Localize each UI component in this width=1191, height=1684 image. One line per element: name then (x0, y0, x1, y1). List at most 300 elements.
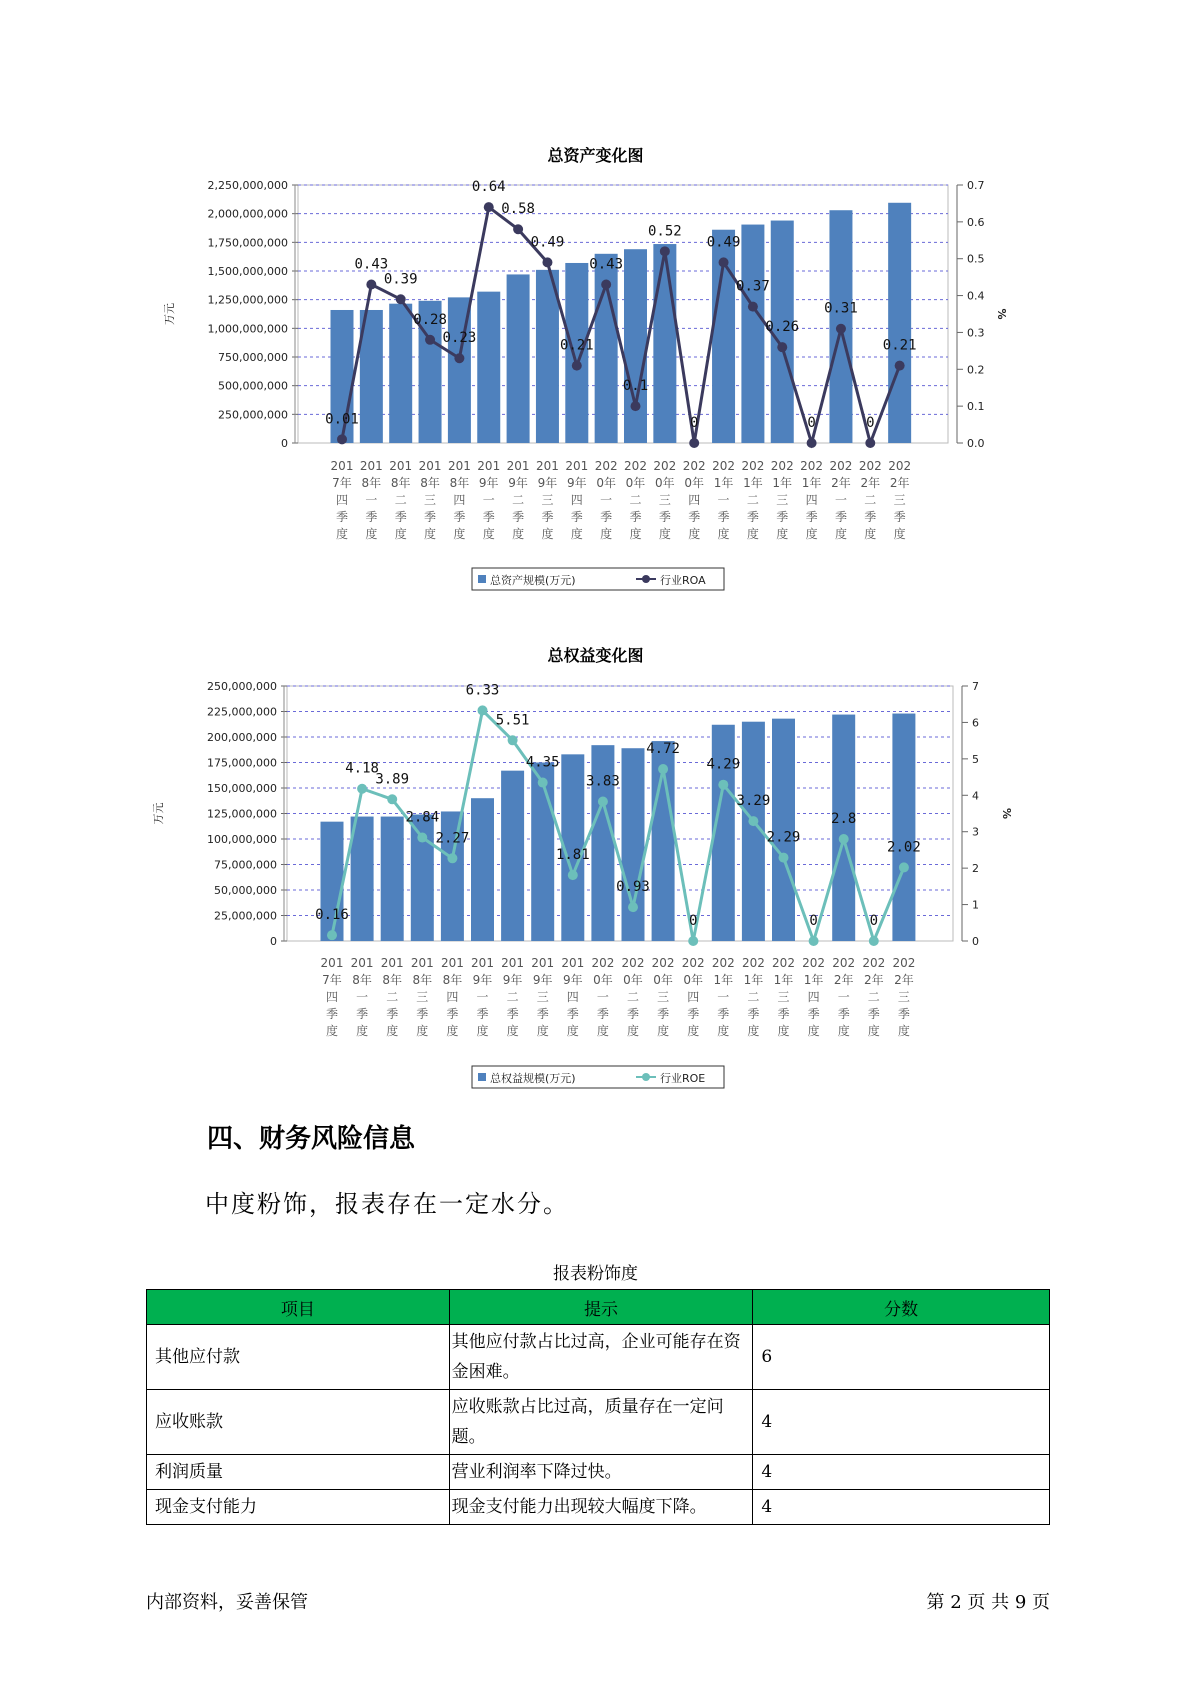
x-tick-label: 季 (837, 1007, 850, 1021)
x-tick-label: 季 (864, 510, 877, 524)
line-point (387, 794, 397, 804)
x-tick-label: 8年 (412, 973, 433, 987)
x-tick-label: 8年 (442, 973, 463, 987)
bar (501, 771, 524, 941)
x-tick-label: 度 (541, 527, 554, 541)
x-tick-label: 1年 (773, 973, 794, 987)
data-label: 0.58 (501, 201, 535, 218)
x-tick-label: 度 (394, 527, 407, 541)
x-tick-label: 季 (658, 510, 671, 524)
x-tick-label: 0年 (655, 476, 675, 490)
x-tick-label: 度 (566, 1024, 579, 1038)
left-tick-label: 250,000,000 (218, 408, 288, 422)
x-tick-label: 202 (682, 459, 706, 473)
legend-label-line: 行业ROA (660, 574, 706, 587)
data-label: 0.23 (442, 330, 477, 347)
bar (832, 715, 855, 941)
x-tick-label: 201 (501, 956, 525, 970)
right-axis-label: % (995, 308, 1008, 320)
column-header-hint: 提示 (449, 1290, 753, 1325)
x-tick-label: 季 (688, 510, 701, 524)
x-tick-label: 季 (446, 1007, 459, 1021)
x-tick-label: 9年 (562, 973, 583, 987)
x-tick-label: 201 (380, 956, 404, 970)
x-tick-label: 202 (741, 459, 765, 473)
left-tick-label: 0 (270, 935, 277, 948)
x-tick-label: 8年 (420, 476, 440, 490)
x-tick-label: 度 (416, 1024, 429, 1038)
x-tick-label: 度 (536, 1024, 549, 1038)
x-tick-label: 度 (386, 1024, 399, 1038)
x-tick-label: 201 (418, 459, 442, 473)
data-label: 0 (807, 415, 816, 431)
x-tick-label: 8年 (449, 476, 470, 490)
x-tick-label: 四 (688, 493, 701, 507)
x-tick-label: 9年 (508, 476, 528, 490)
x-tick-label: 度 (506, 1024, 519, 1038)
data-label: 0.31 (824, 300, 858, 317)
x-tick-label: 季 (717, 510, 730, 524)
line-point (447, 853, 457, 863)
data-label: 0.21 (882, 337, 917, 354)
x-tick-label: 202 (681, 956, 705, 970)
x-tick-label: 201 (471, 956, 494, 970)
x-tick-label: 一 (476, 990, 489, 1004)
x-tick-label: 一 (356, 990, 369, 1004)
legend-label-line: 行业ROE (660, 1072, 706, 1085)
right-tick-label: 0.2 (967, 363, 985, 377)
data-label: 0.37 (736, 278, 770, 295)
left-axis-label: 万元 (152, 802, 165, 825)
left-axis-label: 万元 (163, 303, 176, 325)
score-cell: 4 (753, 1455, 1050, 1490)
data-label: 0.52 (647, 223, 682, 240)
x-tick-label: 201 (506, 459, 530, 473)
x-tick-label: 202 (712, 459, 736, 473)
x-tick-label: 201 (447, 459, 471, 473)
x-tick-label: 0年 (623, 973, 643, 987)
line-point (748, 816, 758, 826)
data-label: 0 (866, 415, 875, 431)
column-header-item: 项目 (147, 1290, 450, 1325)
data-label: 0 (688, 913, 698, 929)
line-point (899, 862, 909, 872)
x-tick-label: 四 (325, 990, 339, 1004)
x-tick-label: 201 (359, 459, 383, 473)
x-tick-label: 二 (394, 493, 407, 507)
item-cell: 应收账款 (147, 1390, 450, 1455)
x-tick-label: 季 (600, 510, 613, 524)
x-tick-label: 季 (834, 510, 847, 524)
x-tick-label: 季 (482, 510, 495, 524)
chart-title: 总权益变化图 (547, 646, 644, 665)
x-tick-label: 1年 (801, 476, 822, 490)
x-tick-label: 201 (535, 459, 559, 473)
x-tick-label: 度 (600, 527, 613, 541)
right-tick-label: 0 (972, 935, 979, 948)
x-tick-label: 201 (320, 956, 344, 970)
x-tick-label: 一 (482, 493, 495, 507)
x-tick-label: 三 (897, 990, 910, 1004)
x-tick-label: 201 (410, 956, 434, 970)
x-tick-label: 度 (626, 1024, 640, 1038)
right-tick-label: 5 (972, 752, 979, 766)
x-tick-label: 1年 (713, 973, 734, 987)
x-tick-label: 2年 (831, 476, 851, 490)
x-tick-label: 季 (717, 1007, 730, 1021)
x-tick-label: 202 (621, 956, 645, 970)
chart-title: 总资产变化图 (547, 146, 644, 165)
x-tick-label: 季 (570, 510, 583, 524)
x-tick-label: 0年 (596, 476, 616, 490)
x-tick-label: 季 (596, 1007, 609, 1021)
x-tick-label: 四 (453, 493, 466, 507)
right-tick-label: 0.3 (967, 326, 985, 340)
score-cell: 4 (753, 1490, 1050, 1525)
x-tick-label: 202 (858, 459, 882, 473)
line-point (538, 778, 548, 788)
x-tick-label: 度 (446, 1024, 459, 1038)
x-tick-label: 201 (330, 459, 354, 473)
x-tick-label: 9年 (537, 476, 558, 490)
x-tick-label: 202 (770, 459, 794, 473)
x-tick-label: 二 (746, 493, 759, 507)
x-tick-label: 三 (658, 493, 671, 507)
left-tick-label: 2,000,000,000 (207, 207, 288, 221)
x-tick-label: 度 (570, 527, 583, 541)
x-tick-label: 9年 (532, 973, 553, 987)
left-tick-label: 225,000,000 (207, 705, 277, 719)
line-point (628, 902, 638, 912)
left-tick-label: 50,000,000 (214, 884, 277, 897)
x-tick-label: 度 (356, 1024, 369, 1038)
section-heading: 四、财务风险信息 (207, 1124, 416, 1154)
data-label: 0.01 (325, 411, 359, 428)
left-tick-label: 175,000,000 (207, 756, 277, 770)
x-tick-label: 度 (687, 1024, 700, 1038)
right-tick-label: 0.5 (967, 252, 985, 266)
data-label: 3.83 (586, 773, 620, 790)
x-tick-label: 202 (892, 956, 916, 970)
left-tick-label: 500,000,000 (218, 379, 288, 393)
x-tick-label: 度 (893, 527, 906, 541)
x-tick-label: 度 (596, 1024, 609, 1038)
x-tick-label: 季 (805, 510, 818, 524)
table-row (147, 1490, 1050, 1525)
x-tick-label: 度 (657, 1024, 670, 1038)
left-tick-label: 125,000,000 (207, 807, 277, 821)
x-tick-label: 7年 (322, 973, 342, 987)
x-tick-label: 季 (536, 1007, 549, 1021)
chart-legend (472, 1066, 724, 1088)
x-tick-label: 201 (440, 956, 464, 970)
legend-label-bar: 总权益规模(万元) (490, 1072, 576, 1085)
x-tick-label: 三 (536, 990, 549, 1004)
x-tick-label: 202 (591, 956, 615, 970)
x-tick-label: 度 (476, 1024, 489, 1038)
line-point (718, 780, 728, 790)
item-cell: 其他应付款 (147, 1325, 450, 1390)
x-tick-label: 度 (424, 527, 437, 541)
x-tick-label: 季 (807, 1007, 820, 1021)
x-tick-label: 度 (776, 527, 789, 541)
x-tick-label: 9年 (502, 973, 523, 987)
data-label: 0.28 (413, 311, 447, 328)
data-label: 0.1 (622, 378, 649, 395)
left-tick-label: 250,000,000 (207, 680, 277, 693)
x-tick-label: 三 (893, 493, 906, 507)
score-cell: 6 (753, 1325, 1050, 1390)
hint-cell: 营业利润率下降过快。 (449, 1455, 753, 1490)
section-body: 中度粉饰，报表存在一定水分。 (205, 1190, 569, 1218)
data-label: 0.64 (471, 179, 506, 196)
left-tick-label: 200,000,000 (207, 731, 277, 744)
left-tick-label: 1,750,000,000 (207, 236, 288, 250)
data-label: 0.16 (315, 907, 349, 924)
x-tick-label: 度 (717, 527, 730, 541)
x-tick-label: 9年 (478, 476, 499, 490)
x-tick-label: 季 (747, 1007, 760, 1021)
data-label: 2.29 (766, 829, 801, 846)
x-tick-label: 0年 (684, 476, 705, 490)
left-tick-label: 0 (281, 437, 288, 450)
x-tick-label: 度 (717, 1024, 730, 1038)
x-tick-label: 季 (687, 1007, 700, 1021)
x-tick-label: 季 (893, 510, 906, 524)
x-tick-label: 度 (658, 527, 671, 541)
data-label: 4.29 (706, 756, 741, 773)
legend-swatch-bar (478, 1073, 486, 1081)
x-tick-label: 季 (453, 510, 466, 524)
x-tick-label: 三 (777, 990, 790, 1004)
x-tick-label: 202 (829, 459, 853, 473)
line-point (688, 936, 698, 946)
x-tick-label: 三 (776, 493, 789, 507)
x-tick-label: 201 (389, 459, 413, 473)
left-tick-label: 2,250,000,000 (207, 179, 288, 192)
data-label: 3.29 (736, 793, 771, 810)
x-tick-label: 度 (864, 527, 877, 541)
right-tick-label: 4 (972, 789, 979, 803)
x-tick-label: 2年 (833, 973, 854, 987)
right-tick-label: 0.6 (967, 215, 985, 229)
x-tick-label: 季 (325, 1007, 339, 1021)
x-tick-label: 季 (777, 1007, 790, 1021)
x-tick-label: 季 (386, 1007, 399, 1021)
x-tick-label: 2年 (860, 476, 881, 490)
bar (381, 817, 404, 941)
right-tick-label: 3 (972, 825, 979, 839)
x-tick-label: 季 (512, 510, 525, 524)
left-tick-label: 750,000,000 (218, 351, 288, 364)
right-tick-label: 0.0 (967, 437, 985, 450)
x-tick-label: 季 (506, 1007, 519, 1021)
x-tick-label: 2年 (894, 973, 914, 987)
data-label: 0.93 (616, 879, 650, 896)
data-label: 0.49 (530, 234, 565, 251)
bar (471, 798, 494, 941)
table-header-row (147, 1290, 1050, 1325)
x-tick-label: 度 (837, 1024, 850, 1038)
item-cell: 利润质量 (147, 1455, 450, 1490)
x-tick-label: 9年 (472, 973, 493, 987)
x-tick-label: 度 (365, 527, 378, 541)
line-point (809, 936, 819, 946)
x-tick-label: 0年 (653, 973, 673, 987)
left-tick-label: 150,000,000 (207, 782, 277, 795)
x-tick-label: 度 (807, 1024, 820, 1038)
line-point (568, 870, 578, 880)
x-tick-label: 季 (394, 510, 407, 524)
x-tick-label: 0年 (683, 973, 704, 987)
data-label: 2.27 (435, 830, 470, 847)
x-tick-label: 2年 (863, 973, 884, 987)
x-tick-label: 季 (657, 1007, 670, 1021)
x-tick-label: 度 (897, 1024, 910, 1038)
x-tick-label: 201 (531, 956, 555, 970)
x-tick-label: 度 (629, 527, 642, 541)
hint-cell: 其他应付款占比过高，企业可能存在资金困难。 (449, 1325, 753, 1390)
x-tick-label: 度 (482, 527, 495, 541)
x-tick-label: 201 (561, 956, 585, 970)
x-tick-label: 8年 (361, 476, 382, 490)
x-tick-label: 二 (867, 990, 880, 1004)
data-label: 4.35 (525, 754, 560, 771)
data-label: 0.43 (354, 256, 389, 273)
x-tick-label: 季 (365, 510, 378, 524)
data-label: 0.43 (589, 256, 624, 273)
x-tick-label: 四 (566, 990, 579, 1004)
data-label: 0 (869, 913, 879, 929)
x-tick-label: 8年 (390, 476, 411, 490)
left-tick-label: 1,000,000,000 (207, 322, 288, 336)
x-tick-label: 201 (565, 459, 589, 473)
footer-confidential: 内部资料，妥善保管 (146, 1592, 308, 1613)
x-tick-label: 1年 (713, 476, 734, 490)
x-tick-label: 四 (807, 990, 820, 1004)
x-tick-label: 1年 (743, 973, 764, 987)
data-label: 6.33 (465, 682, 500, 699)
left-tick-label: 25,000,000 (214, 909, 277, 923)
left-tick-label: 1,500,000,000 (207, 265, 288, 278)
x-tick-label: 0年 (593, 973, 613, 987)
data-label: 5.51 (495, 712, 530, 729)
x-tick-label: 季 (629, 510, 642, 524)
right-tick-label: 7 (972, 680, 979, 693)
x-tick-label: 季 (476, 1007, 489, 1021)
x-tick-label: 季 (626, 1007, 640, 1021)
x-tick-label: 度 (867, 1024, 880, 1038)
x-tick-label: 季 (356, 1007, 369, 1021)
x-tick-label: 四 (335, 493, 349, 507)
line-point (779, 853, 789, 863)
risk-table (146, 1289, 1050, 1525)
x-tick-label: 二 (629, 493, 642, 507)
data-label: 0.49 (706, 234, 741, 251)
right-tick-label: 0.7 (967, 179, 985, 192)
x-tick-label: 季 (867, 1007, 880, 1021)
x-tick-label: 1年 (803, 973, 824, 987)
x-tick-label: 1年 (772, 476, 793, 490)
x-tick-label: 一 (596, 990, 609, 1004)
x-tick-label: 7年 (332, 476, 352, 490)
x-tick-label: 度 (747, 1024, 760, 1038)
x-tick-label: 度 (834, 527, 847, 541)
x-tick-label: 202 (651, 956, 675, 970)
column-header-score: 分数 (753, 1290, 1050, 1325)
legend-swatch-point (642, 1073, 650, 1081)
line-point (869, 936, 879, 946)
score-cell: 4 (753, 1390, 1050, 1455)
hint-cell: 现金支付能力出现较大幅度下降。 (449, 1490, 753, 1525)
x-tick-label: 202 (653, 459, 677, 473)
x-tick-label: 季 (335, 510, 349, 524)
data-label: 4.72 (646, 741, 680, 758)
x-tick-label: 202 (800, 459, 824, 473)
data-label: 0 (689, 415, 699, 431)
data-label: 4.18 (345, 760, 379, 777)
x-tick-label: 202 (862, 956, 886, 970)
x-tick-label: 二 (864, 493, 877, 507)
line-point (478, 705, 488, 715)
x-tick-label: 202 (802, 956, 826, 970)
data-label: 2.8 (831, 811, 857, 827)
x-tick-label: 三 (657, 990, 670, 1004)
right-axis-label: % (1000, 807, 1013, 820)
left-tick-label: 75,000,000 (214, 858, 277, 872)
data-label: 0.26 (765, 319, 800, 336)
x-tick-label: 0年 (625, 476, 646, 490)
table-row (147, 1390, 1050, 1455)
x-tick-label: 度 (512, 527, 525, 541)
x-tick-label: 二 (747, 990, 760, 1004)
line-point (598, 796, 608, 806)
x-tick-label: 2年 (889, 476, 910, 490)
legend-label-bar: 总资产规模(万元) (490, 574, 576, 587)
x-tick-label: 1年 (743, 476, 763, 490)
x-tick-label: 一 (717, 493, 730, 507)
x-tick-label: 三 (416, 990, 429, 1004)
x-tick-label: 一 (837, 990, 850, 1004)
x-tick-label: 季 (566, 1007, 579, 1021)
x-tick-label: 四 (570, 493, 583, 507)
x-tick-label: 度 (335, 527, 349, 541)
x-tick-label: 201 (477, 459, 501, 473)
x-tick-label: 度 (777, 1024, 790, 1038)
x-tick-label: 季 (424, 510, 437, 524)
right-tick-label: 2 (972, 862, 979, 876)
x-tick-label: 度 (805, 527, 818, 541)
x-tick-label: 201 (350, 956, 374, 970)
x-tick-label: 202 (832, 956, 856, 970)
x-tick-label: 202 (594, 459, 618, 473)
line-point (508, 735, 518, 745)
x-tick-label: 四 (805, 493, 818, 507)
footer-page-number: 第 2 页 共 9 页 (926, 1592, 1050, 1613)
table-caption: 报表粉饰度 (553, 1264, 638, 1284)
x-tick-label: 二 (512, 493, 525, 507)
bar (531, 763, 554, 942)
line-point (658, 764, 668, 774)
x-tick-label: 季 (541, 510, 554, 524)
x-tick-label: 二 (626, 990, 640, 1004)
x-tick-label: 202 (888, 459, 912, 473)
left-tick-label: 1,250,000,000 (207, 293, 288, 307)
x-tick-label: 8年 (382, 973, 403, 987)
x-tick-label: 度 (325, 1024, 339, 1038)
x-tick-label: 一 (717, 990, 730, 1004)
left-tick-label: 100,000,000 (207, 833, 277, 846)
